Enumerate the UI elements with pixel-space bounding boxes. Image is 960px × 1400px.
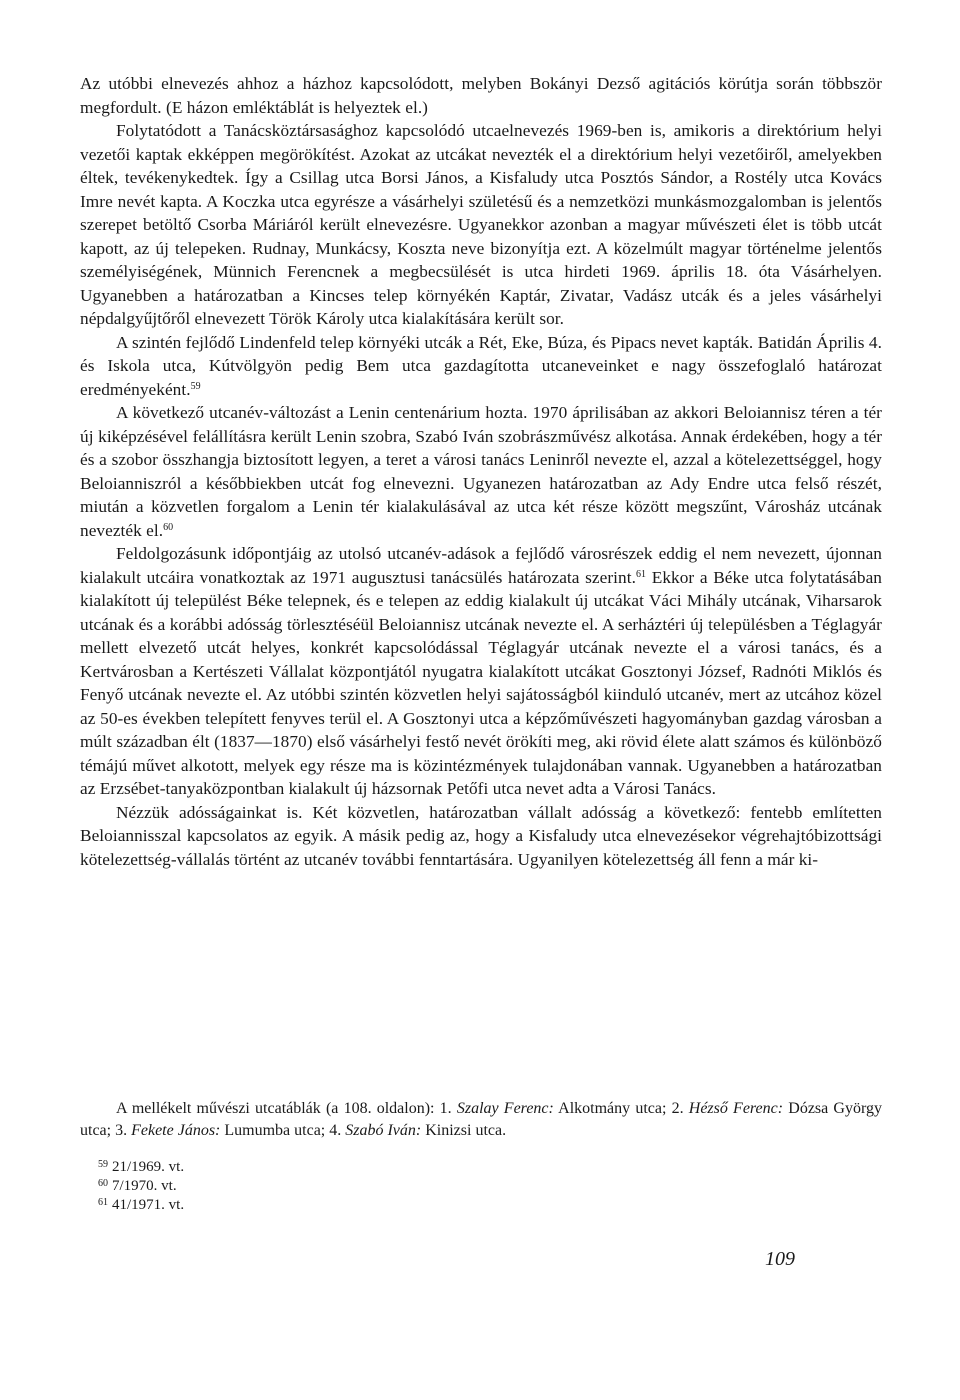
paragraph-1: Az utóbbi elnevezés ahhoz a házhoz kapcsolódott, melyben Bokányi Dezső agitációs körútja során többször megfordult. (E házon emléktáblát is helyeztek el.) (80, 74, 882, 117)
page-number: 109 (765, 1248, 795, 1270)
footnote-ref-61: 61 (635, 568, 647, 580)
artist-name: Hézső Ferenc: (688, 1100, 784, 1117)
artist-name: Fekete János: (131, 1122, 221, 1139)
footnote-text: 7/1970. vt. (112, 1178, 177, 1194)
image-caption: A mellékelt művészi utcatáblák (a 108. oldalon): 1. Szalay Ferenc: Alkotmány utca; 2. Hézső Ferenc: Dózsa György utca; 3. Fekete János: Lumumba utca; 4. Szabó Iván: Kinizsi utca. (80, 1100, 883, 1139)
paragraph-4: A következő utcanév-változást a Lenin centenárium hozta. 1970 áprilisában az akkori Beloiannisz téren a tér új kiképzésével felállításra került Lenin szobra, Szabó Iván szobrászművész alkotása. Annak érdekében, hogy a tér és a szobor összhangja biztosított legyen, a teret a városi tanács Leninről nevezte el, azzal a kötelezettséggel, hogy Beloianniszról a későbbiekben utcát fog elnevezni. Ugyanezen határozatban az Ady Endre utca felső részét, miután a közvetlen forgalom a Lenin tér kialakulásával az utca két része között megszűnt, Városház utcának nevezték el.$^{60}$ (80, 403, 882, 540)
footnote-text: 21/1969. vt. (112, 1159, 185, 1175)
footnote-number: 59 (98, 1159, 108, 1170)
paragraph-2: Folytatódott a Tanácsköztársasághoz kapcsolódó utcaelnevezés 1969-ben is, amikoris a direktórium helyi vezetői kaptak ekképpen megörökítést. Azokat az utcákat nevezték el a direktórium helyi vezetőiről, amelyekben éltek, tevékenykedtek. Így a Csillag utca Borsi János, a Kisfaludy utca Posztós Sándor, a Rostély utca Kovács Imre nevét kapta. A Koczka utca egyrésze a vásárhelyi születésű és a nemzetközi munkásmozgalomban is jelentős szerepet betöltő Csorba Máriáról került elnevezésre. Ugyanekkor azonban a magyar művészeti élet is több utcát kapott, az új telepeken. Rudnay, Munkácsy, Koszta neve bizonyítja ezt. A közelmúlt magyar történelme jelentős személyiségének, Münnich Ferencnek a megbecsülését is utca hirdeti 1969. április 18. óta Vásárhelyen. Ugyanebben a határozatban a Kincses telep környékén Kaptár, Zivatar, Vadász utcák és a jeles vásárhelyi népdalgyűjtőről elnevezett Török Károly utca kialakítására került sor. (80, 121, 882, 328)
artist-name: Szabó Iván: (345, 1122, 422, 1139)
paragraph-6: Nézzük adósságainkat is. Két közvetlen, határozatban vállalt adósság a következő: fentebb említetten Beloiannisszal kapcsolatos az egyik. A másik pedig az, hogy a Kisfaludy utca elnevezésekor végrehajtóbizottsági kötelezettség-vállalás történt az utcanév további fenntartására. Ugyanilyen kötelezettség áll fenn a már ki- (80, 802, 882, 869)
body-text (80, 72, 882, 871)
footnote-text: 41/1971. vt. (112, 1197, 185, 1213)
footnote-59 (80, 1158, 480, 1177)
footnote-ref-59: 59 (190, 380, 201, 392)
footnote-number: 61 (98, 1197, 108, 1208)
footnote-61 (80, 1196, 480, 1215)
footnote-ref-60: 60 (163, 521, 174, 533)
paragraph-5: Feldolgozásunk időpontjáig az utolsó utcanév-adások a fejlődő városrészek eddig el nem nevezett, újonnan kialakult utcáira vonatkoztak az 1971 augusztusi tanácsülés határozata szerint.$^{61}$ Ekkor a Béke utca folytatásában kialakított új települést Béke telepnek, és e telepen az eddig kialakult új utcákat Váci Mihály utcának, Viharsarok utcának és a korábbi adósság törlesztéséül Beloiannisz utcának nevezte el. A serháztéri új településben a Téglagyár mellett elvezető utcát helyes, konkrét kapcsolódással Téglagyár utcának nevezte el a városi tanács, és a Kertvárosban a Kertészeti Vállalat központjától nyugatra kialakított utcákat Gosztonyi József, Radnóti Miklós és Fenyő utcának nevezte el. Az utóbbi szintén közvetlen helyi sajátosságból kiinduló utcanév, mert az utcához közel az 50-es években telepített fenyves terül el. A Gosztonyi utca a képzőművészeti hagyományban gazdag városban a múlt században élt (1837—1870) első vásárhelyi festő nevét örökíti meg, aki rövid élete alatt számos és különböző témájú művet alkotott, melyek egy része ma is közintézmények tulajdonában vannak. Ugyanebben a határozatban az Erzsébet-tanyaközpontban kialakult új házsornak Petőfi utca nevet adta a Városi Tanács. (80, 544, 882, 798)
footnotes (80, 1158, 480, 1215)
artist-name: Szalay Ferenc: (456, 1100, 554, 1117)
paragraph-3: A szintén fejlődő Lindenfeld telep környéki utcák a Rét, Eke, Búza, és Pipacs nevet kapták. Batidán Április 4. és Iskola utca, Kútvölgyön pedig Bem utca gazdagította utcaneveinket e nagy összefoglaló határozat eredményeként.$^{59}$ (80, 332, 882, 399)
footnote-number: 60 (98, 1178, 108, 1189)
footnote-60 (80, 1177, 480, 1196)
